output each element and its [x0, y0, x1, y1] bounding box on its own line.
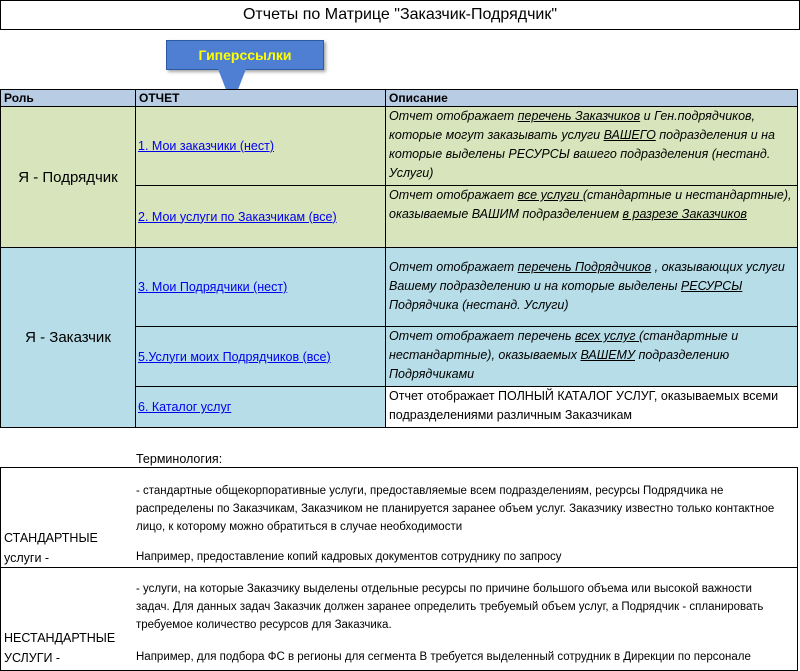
description-segment: и Ген.подрядчиков, которые могут заказывать услуги [389, 109, 756, 142]
report-link-5[interactable]: 5.Услуги моих Подрядчиков (все) [138, 349, 331, 364]
report-row-1 [136, 107, 386, 186]
report-description-1 [386, 107, 798, 186]
description-segment: Отчет отображает [389, 188, 518, 202]
header-report: ОТЧЕТ [136, 89, 386, 107]
term-standard-example: Например, предоставление копий кадровых документов сотруднику по запросу [136, 551, 562, 563]
description-segment: всех услуг [575, 329, 639, 343]
header-role: Роль [0, 89, 136, 107]
term-nonstandard-example: Например, для подбора ФС в регионы для сегмента В требуется выделенный сотрудник в Дирекции по персонале [136, 651, 751, 663]
description-segment: перечень Заказчиков [517, 109, 641, 123]
header-description: Описание [386, 89, 798, 107]
description-segment: Отчет отображает [389, 109, 518, 123]
report-description-6 [386, 387, 798, 428]
report-row-6 [136, 387, 386, 428]
description-segment: ВАШЕГО [603, 128, 656, 142]
report-link-2[interactable]: 2. Мои услуги по Заказчикам (все) [138, 209, 337, 224]
report-link-6[interactable]: 6. Каталог услуг [138, 400, 232, 414]
report-row-3 [136, 248, 386, 327]
term-standard-label-line-1: СТАНДАРТНЫЕ [4, 531, 98, 545]
description-segment: Подрядчика (нестанд. Услуги) [389, 298, 569, 312]
description-segment: подразделения и на которые выделены РЕСУРСЫ вашего подразделения (нестанд. Услуги) [389, 128, 776, 180]
term-standard-desc: - стандартные общекорпоративные услуги, предоставляемые всем подразделениям, ресурсы Подрядчика не распределены по Заказчикам, Заказчиком не планируется заранее объем услуг. Заказчику известно только контактное лицо, к которому можно обратиться в случае необходимости [136, 485, 775, 533]
description-segment: (стандартные и нестандартные), оказываемые ВАШИМ подразделением [389, 188, 792, 221]
report-link-1[interactable]: 1. Мои заказчики (нест) [138, 139, 274, 153]
term-standard-label-line-2: услуги - [4, 551, 50, 565]
description-segment: (стандартные и нестандартные), оказываемых [389, 329, 739, 362]
term-nonstandard-desc: - услуги, на которые Заказчику выделены отдельные ресурсы по причине большого объема или высокой важности задач. Для данных задач Заказчик должен заранее определить требуемый объем услуг, а Подрядчик - спланировать требуемое количество ресурсов для Заказчика. [136, 583, 764, 631]
hyperlinks-callout: Гиперссылки [166, 40, 324, 70]
report-description-3 [386, 248, 798, 327]
term-standard-label [4, 528, 98, 568]
term-nonstandard-label [4, 628, 115, 668]
description-segment: Отчет отображает ПОЛНЫЙ КАТАЛОГ УСЛУГ, оказываемых всеми подразделениями различным Заказчикам [389, 389, 779, 422]
description-segment: РЕСУРСЫ [680, 279, 743, 293]
description-segment: ВАШЕМУ [580, 348, 635, 362]
term-nonstandard-label-line-2: УСЛУГИ - [4, 651, 61, 665]
report-row-2 [136, 186, 386, 248]
description-segment: в разрезе Заказчиков [622, 207, 747, 221]
description-segment: перечень Подрядчиков [517, 260, 652, 274]
description-segment: , оказывающих услуги Вашему подразделению и на которые выделены [389, 260, 785, 293]
report-row-5 [136, 327, 386, 387]
report-link-3[interactable]: 3. Мои Подрядчики (нест) [138, 280, 288, 294]
description-segment: подразделению Подрядчиками [389, 348, 730, 381]
term-nonstandard-label-line-1: НЕСТАНДАРТНЫЕ [4, 631, 116, 645]
role-contractor: Я - Подрядчик [0, 107, 136, 248]
terminology-label: Терминология: [136, 452, 223, 466]
description-segment: Отчет отображает [389, 260, 518, 274]
report-description-5 [386, 327, 798, 387]
role-customer: Я - Заказчик [0, 248, 136, 428]
sheet-title: Отчеты по Матрице "Заказчик-Подрядчик" [0, 0, 800, 30]
description-segment: все услуги [517, 188, 583, 202]
description-segment: Отчет отображает перечень [389, 329, 576, 343]
report-description-2 [386, 186, 798, 248]
